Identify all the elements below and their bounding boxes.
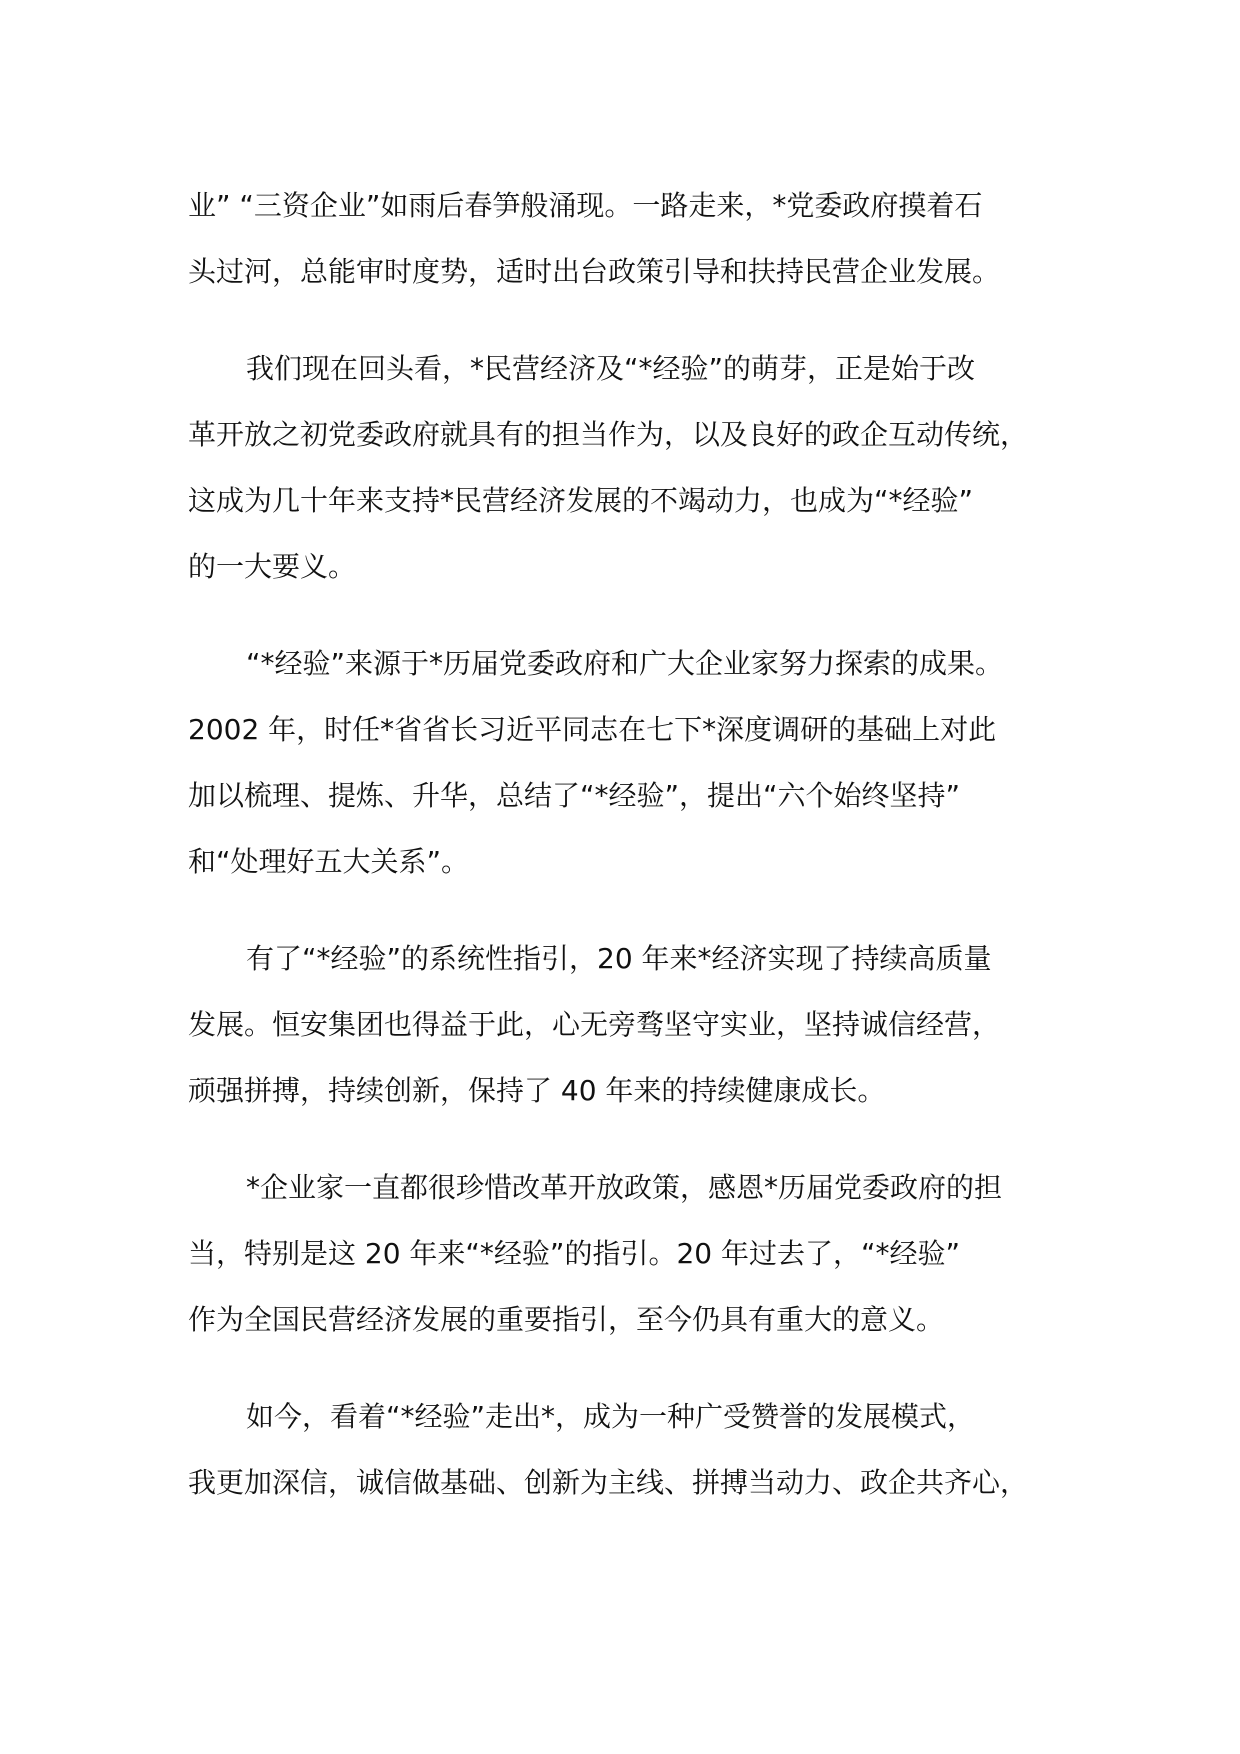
document-body <box>188 173 1068 1547</box>
text-line: “*经验”来源于*历届党委政府和广大企业家努力探索的成果。 <box>246 647 1004 680</box>
text-line: 2002 年，时任*省省长习近平同志在七下*深度调研的基础上对此 <box>188 713 997 746</box>
text-line: 革开放之初党委政府就具有的担当作为，以及良好的政企互动传统， <box>188 418 1029 451</box>
text-line: 有了“*经验”的系统性指引，20 年来*经济实现了持续高质量 <box>246 942 992 975</box>
text-line: 顽强拼搏，持续创新，保持了 40 年来的持续健康成长。 <box>188 1074 886 1107</box>
paragraph-6 <box>188 1384 1068 1516</box>
text-line: 我更加深信，诚信做基础、创新为主线、拼搏当动力、政企共齐心， <box>188 1466 1029 1499</box>
paragraph-1 <box>188 173 1068 305</box>
text-line: 当，特别是这 20 年来“*经验”的指引。20 年过去了，“*经验” <box>188 1237 960 1270</box>
paragraph-2 <box>188 336 1068 600</box>
text-line: 我们现在回头看，*民营经济及“*经验”的萌芽，正是始于改 <box>246 352 976 385</box>
paragraph-5 <box>188 1155 1068 1353</box>
text-line: 和“处理好五大关系”。 <box>188 845 470 878</box>
text-line: 这成为几十年来支持*民营经济发展的不竭动力，也成为“*经验” <box>188 484 974 517</box>
text-line: 头过河，总能审时度势，适时出台政策引导和扶持民营企业发展。 <box>188 255 1001 288</box>
text-line: 发展。恒安集团也得益于此，心无旁骛坚守实业，坚持诚信经营， <box>188 1008 1001 1041</box>
text-line: 如今，看着“*经验”走出*，成为一种广受赞誉的发展模式， <box>246 1400 976 1433</box>
text-line: *企业家一直都很珍惜改革开放政策，感恩*历届党委政府的担 <box>246 1171 1003 1204</box>
text-line: 加以梳理、提炼、升华，总结了“*经验”，提出“六个始终坚持” <box>188 779 961 812</box>
paragraph-4 <box>188 926 1068 1124</box>
paragraph-3 <box>188 631 1068 895</box>
text-line: 作为全国民营经济发展的重要指引，至今仍具有重大的意义。 <box>188 1303 945 1336</box>
text-line: 的一大要义。 <box>188 550 357 583</box>
text-line: 业” “三资企业”如雨后春笋般涌现。一路走来，*党委政府摸着石 <box>188 189 983 222</box>
